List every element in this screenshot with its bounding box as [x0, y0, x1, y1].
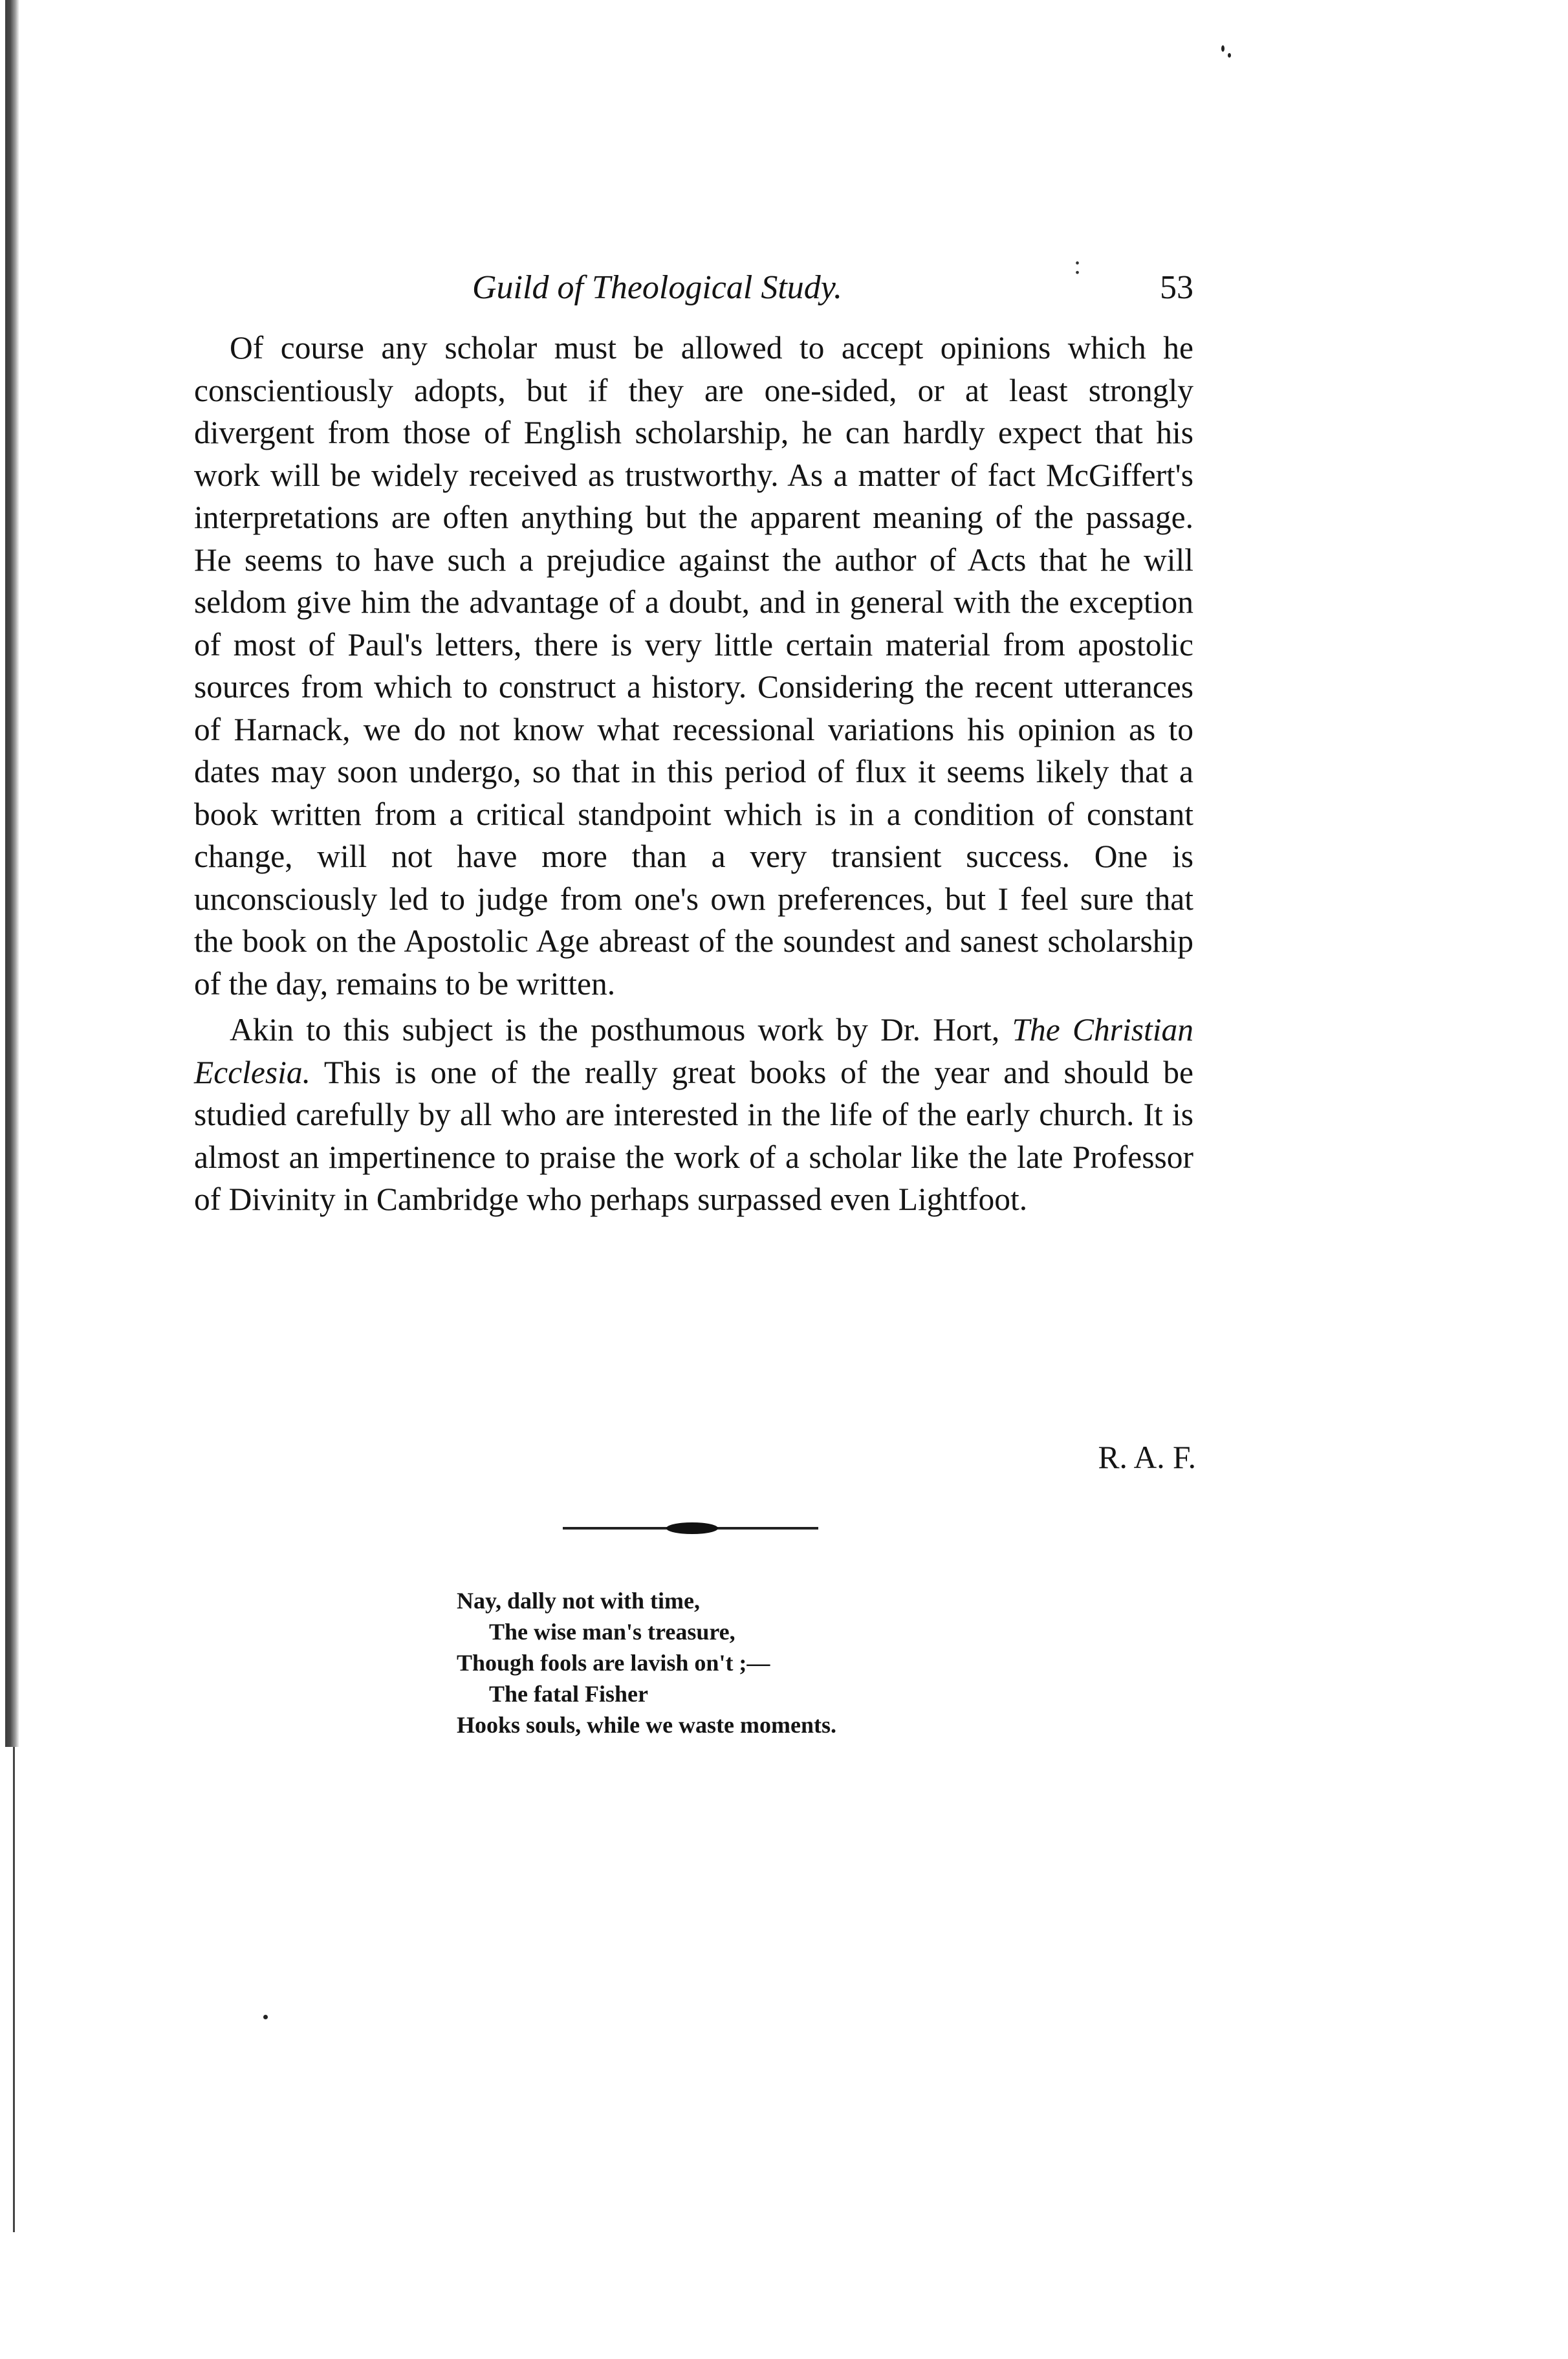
page-binding-edge	[5, 0, 19, 1747]
paragraph-2	[194, 1009, 1193, 1221]
page-header	[194, 250, 1193, 317]
header-mark: :	[1074, 250, 1082, 280]
poem	[457, 1585, 836, 1740]
running-title: Guild of Theological Study.	[472, 269, 842, 306]
paragraph-1: Of course any scholar must be allowed to accept opinions which he conscientiously adopts, but if they are one-sided, or at least strongly divergent from those of English scholarship, he can hardly expect that his work will be widely received as trustworthy. As a matter of fact McGiffert's interpretations are often anything but the apparent meaning of the passage. He seems to have such a prejudice against the author of Acts that he will seldom give him the advantage of a doubt, and in general with the exception of most of Paul's letters, there is very little certain material from apostolic sources from which to construct a history. Considering the recent utterances of Harnack, we do not know what recessional variations his opinion as to dates may soon undergo, so that in this period of flux it seems likely that a book written from a critical standpoint which is in a condition of constant change, will not have more than a very transient success. One is unconsciously led to judge from one's own preferences, but I feel sure that the book on the Apostolic Age abreast of the soundest and sanest scholarship of the day, remains to be written.	[194, 330, 1193, 1002]
poem-line: Nay, dally not with time,	[457, 1588, 701, 1614]
paragraph-2-before: Akin to this subject is the posthumous work by Dr. Hort,	[230, 1012, 1012, 1048]
author-signature: R. A. F.	[1098, 1440, 1196, 1475]
page-number: 53	[1160, 269, 1193, 306]
ink-speck	[1221, 45, 1225, 52]
body-text	[194, 327, 1193, 1225]
page-binding-line	[13, 1747, 15, 2232]
ink-speck	[1228, 53, 1231, 58]
section-divider	[563, 1520, 818, 1535]
book-title: The Christian Ecclesia.	[194, 1012, 1193, 1090]
poem-line: The wise man's treasure,	[489, 1619, 735, 1645]
ink-speck	[263, 2015, 268, 2019]
poem-line: The fatal Fisher	[489, 1681, 648, 1707]
poem-line: Though fools are lavish on't ;—	[457, 1650, 770, 1676]
divider-ornament	[666, 1522, 718, 1534]
paragraph-2-after: This is one of the really great books of the year and should be studied carefully by all who are interested in the life of the early church. It is almost an impertinence to praise the work of a scholar like the late Professor of Divinity in Cambridge who perhaps surpassed even Lightfoot.	[194, 1054, 1193, 1217]
poem-line: Hooks souls, while we waste moments.	[457, 1712, 837, 1738]
